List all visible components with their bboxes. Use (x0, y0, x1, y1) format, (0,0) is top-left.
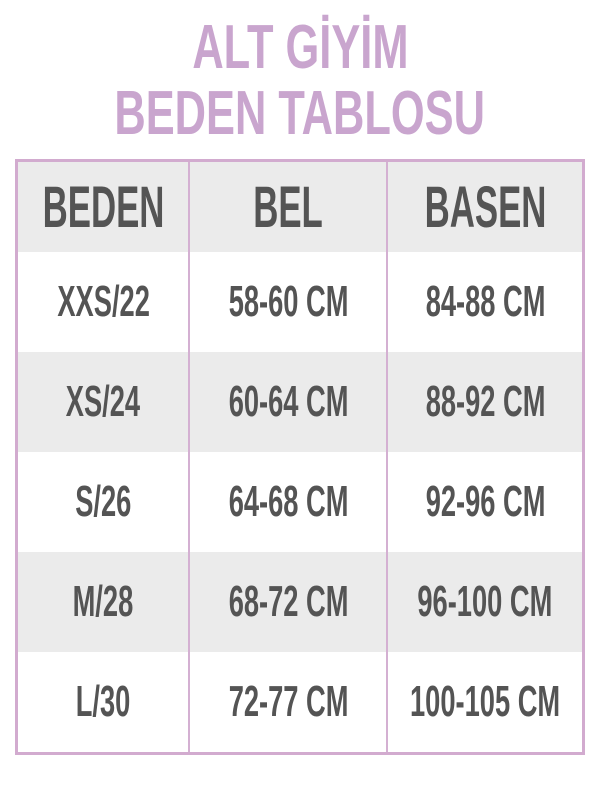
cell-size: L/30 (75, 677, 131, 726)
table-row (18, 452, 582, 552)
cell-waist: 72-77 CM (188, 652, 386, 752)
cell-size: XXS/22 (56, 277, 150, 326)
cell-waist: 60-64 CM (188, 352, 386, 452)
table-row (18, 252, 582, 352)
cell-size: M/28 (72, 577, 134, 626)
header-label-waist: BEL (253, 174, 324, 240)
cell-hip: 96-100 CM (386, 552, 582, 652)
header-label-size: BEDEN (42, 174, 165, 240)
cell-waist: 58-60 CM (188, 252, 386, 352)
cell-size: S/26 (75, 477, 132, 526)
table-header-row (18, 162, 582, 252)
cell-hip: 84-88 CM (386, 252, 582, 352)
title-line-2: BEDEN TABLOSU (114, 79, 486, 148)
cell-hip: 100-105 CM (386, 652, 582, 752)
page-title (0, 0, 600, 147)
header-cell-size (18, 162, 188, 252)
header-label-hip: BASEN (424, 174, 547, 240)
header-cell-hip (386, 162, 582, 252)
table-row (18, 552, 582, 652)
table-row (18, 652, 582, 752)
header-cell-waist (188, 162, 386, 252)
cell-size: XS/24 (65, 377, 141, 426)
cell-hip: 92-96 CM (386, 452, 582, 552)
cell-waist: 68-72 CM (188, 552, 386, 652)
size-table (15, 159, 585, 755)
cell-waist: 64-68 CM (188, 452, 386, 552)
cell-hip: 88-92 CM (386, 352, 582, 452)
table-row (18, 352, 582, 452)
title-line-1: ALT GİYİM (191, 13, 409, 82)
